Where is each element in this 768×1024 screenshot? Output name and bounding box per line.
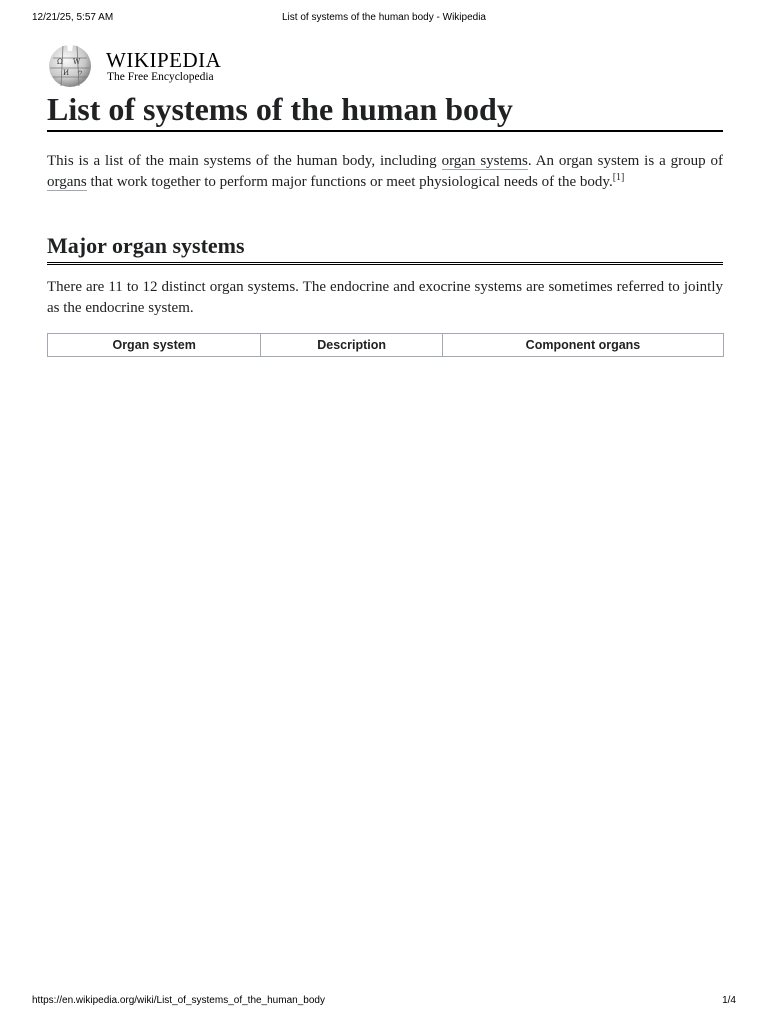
svg-text:Ω: Ω [57, 58, 63, 66]
reference-link[interactable]: [1] [612, 171, 625, 183]
link-organ-systems[interactable]: organ systems [441, 153, 528, 169]
wikipedia-wordmark: WIKIPEDIA [106, 48, 222, 72]
link-organs[interactable]: organs [47, 173, 87, 190]
column-header: Description [261, 334, 443, 357]
column-header: Organ system [48, 334, 261, 357]
column-header: Component organs [442, 334, 723, 357]
intro-text-1: This is a list of the main systems of the human body, including [47, 153, 442, 169]
intro-text-2: . An organ system is a group of [527, 153, 723, 169]
wikipedia-logo[interactable] [47, 44, 723, 90]
section-paragraph: There are 11 to 12 distinct organ systems. The endocrine and exocrine systems are sometimes referred to jointly as the endocrine system. [47, 279, 723, 316]
organ-systems-table [47, 333, 724, 357]
print-page-title: List of systems of the human body - Wikipedia [282, 12, 486, 23]
print-datetime: 12/21/25, 5:57 AM [32, 12, 114, 23]
section-heading: Major organ systems [47, 232, 723, 265]
print-page-number: 1/4 [722, 995, 736, 1006]
wikipedia-tagline: The Free Encyclopedia [107, 71, 214, 83]
wikipedia-globe-icon [47, 44, 93, 88]
intro-text-3: that work together to perform major functions or meet physiological needs of the body. [86, 173, 613, 190]
page-title: List of systems of the human body [47, 90, 723, 132]
print-url: https://en.wikipedia.org/wiki/List_of_systems_of_the_human_body [32, 995, 325, 1006]
svg-text:ウ: ウ [77, 70, 84, 77]
table-header-row [48, 334, 724, 357]
svg-text:W: W [73, 58, 81, 66]
intro-paragraph [47, 151, 723, 192]
article-content [47, 44, 723, 357]
svg-text:И: И [63, 69, 70, 77]
